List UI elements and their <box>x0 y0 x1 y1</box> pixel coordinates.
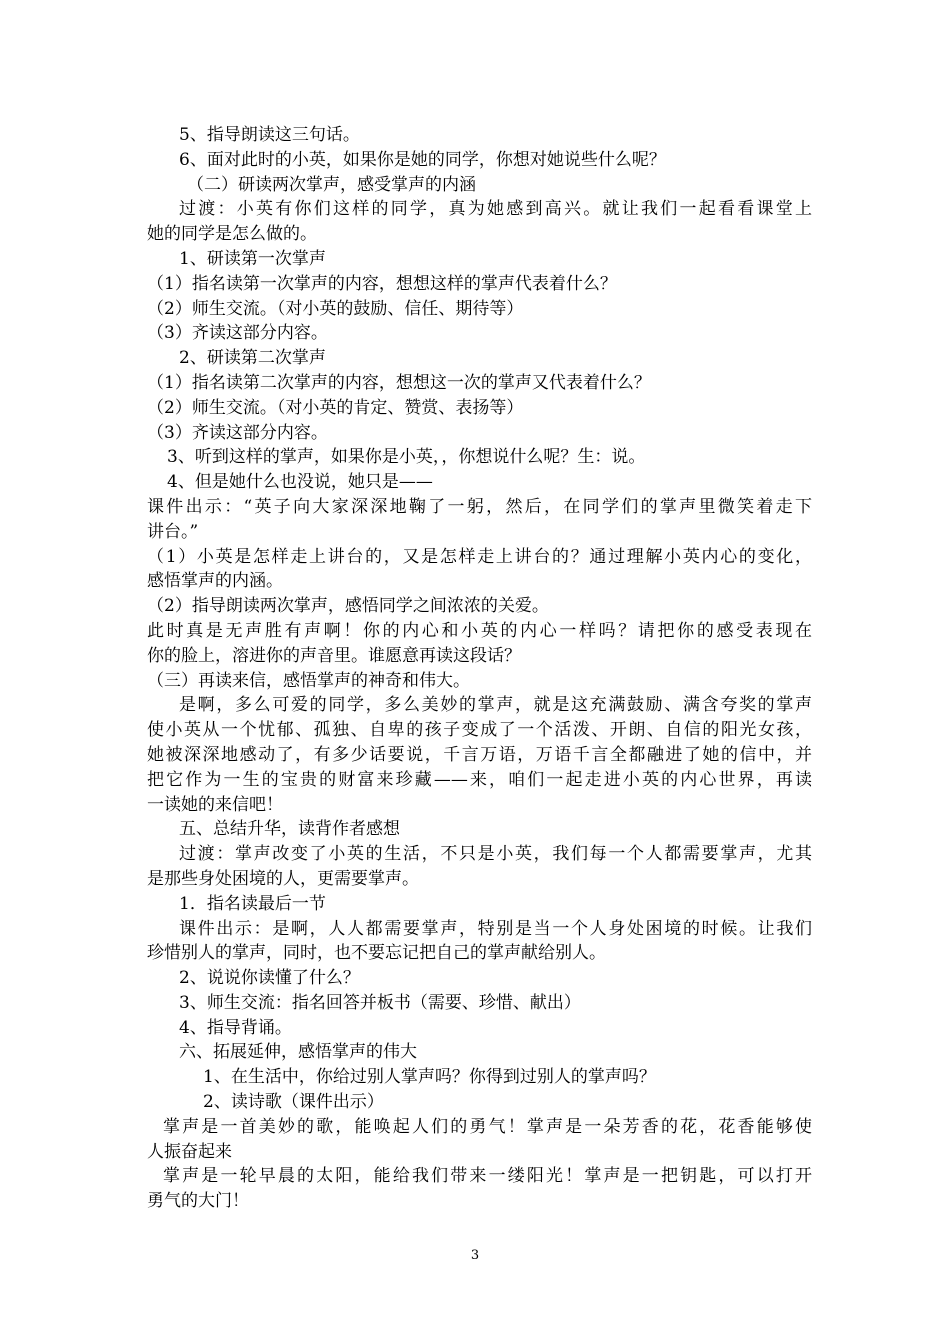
text-line: 课件出示：“英子向大家深深地鞠了一躬，然后，在同学们的掌声里微笑着走下 <box>147 496 812 517</box>
text-line: 1、研读第一次掌声 <box>179 248 326 269</box>
text-line: 五、总结升华，读背作者感想 <box>179 819 400 840</box>
text-line: （2）师生交流。（对小英的鼓励、信任、期待等） <box>147 298 524 319</box>
text-line: （3）齐读这部分内容。 <box>147 323 328 344</box>
text-line: 1．指名读最后一节 <box>179 893 326 914</box>
text-line: 6、面对此时的小英，如果你是她的同学，你想对她说些什么呢？ <box>179 149 666 170</box>
text-line: （二）研读两次掌声，感受掌声的内涵 <box>187 174 476 195</box>
document-body <box>147 123 812 1214</box>
text-line: 是那些身处困境的人，更需要掌声。 <box>147 868 419 889</box>
text-line: 4、指导背诵。 <box>179 1017 292 1038</box>
text-line: （1）指名读第一次掌声的内容，想想这样的掌声代表着什么？ <box>147 273 617 294</box>
text-line: 过渡：掌声改变了小英的生活，不只是小英，我们每一个人都需要掌声，尤其 <box>179 844 812 865</box>
text-line: 过渡：小英有你们这样的同学，真为她感到高兴。就让我们一起看看课堂上 <box>179 199 812 220</box>
text-line: 3、听到这样的掌声，如果你是小英，，你想说什么呢？生：说。 <box>167 447 646 468</box>
text-line: 掌声是一首美妙的歌，能唤起人们的勇气！掌声是一朵芳香的花，花香能够使 <box>163 1116 812 1137</box>
text-line: 掌声是一轮早晨的太阳，能给我们带来一缕阳光！掌声是一把钥匙，可以打开 <box>163 1166 812 1187</box>
text-line: 感悟掌声的内涵。 <box>147 571 283 592</box>
text-line: 5、指导朗读这三句话。 <box>179 125 360 145</box>
text-line: 1、在生活中，你给过别人掌声吗？你得到过别人的掌声吗？ <box>203 1067 656 1088</box>
text-line: 3、师生交流：指名回答并板书（需要、珍惜、献出） <box>179 992 581 1013</box>
text-line: 六、拓展延伸，感悟掌声的伟大 <box>179 1042 417 1063</box>
text-line: 勇气的大门！ <box>147 1191 249 1212</box>
text-line: 课件出示：是啊，人人都需要掌声，特别是当一个人身处困境的时候。让我们 <box>179 918 812 939</box>
text-line: 此时真是无声胜有声啊！你的内心和小英的内心一样吗？请把你的感受表现在 <box>147 620 812 641</box>
text-line: （三）再读来信，感悟掌声的神奇和伟大。 <box>147 670 470 691</box>
text-line: 人振奋起来 <box>147 1141 232 1162</box>
text-line: 把它作为一生的宝贵的财富来珍藏——来，咱们一起走进小英的内心世界，再读 <box>147 769 812 790</box>
text-line: 是啊，多么可爱的同学，多么美妙的掌声，就是这充满鼓励、满含夸奖的掌声 <box>179 695 812 716</box>
text-line: 2、研读第二次掌声 <box>179 348 326 369</box>
text-line: （2）师生交流。（对小英的肯定、赞赏、表扬等） <box>147 397 524 418</box>
text-line: 她被深深地感动了，有多少话要说，千言万语，万语千言全都融进了她的信中，并 <box>147 744 812 765</box>
text-line: 她的同学是怎么做的。 <box>147 224 317 245</box>
page-number: 3 <box>470 1248 480 1263</box>
text-line: 珍惜别人的掌声，同时，也不要忘记把自己的掌声献给别人。 <box>147 943 606 964</box>
text-line: 你的脸上，溶进你的声音里。谁愿意再读这段话？ <box>147 645 521 666</box>
text-line: （1）小英是怎样走上讲台的，又是怎样走上讲台的？通过理解小英内心的变化， <box>147 546 812 567</box>
text-line: 4、但是她什么也没说，她只是—— <box>167 472 433 493</box>
text-line: （1）指名读第二次掌声的内容，想想这一次的掌声又代表着什么？ <box>147 372 651 393</box>
text-line: 一读她的来信吧！ <box>147 794 283 815</box>
text-line: 使小英从一个忧郁、孤独、自卑的孩子变成了一个活泼、开朗、自信的阳光女孩， <box>147 720 812 741</box>
text-line: （2）指导朗读两次掌声，感悟同学之间浓浓的关爱。 <box>147 596 549 617</box>
text-line: 讲台。” <box>147 521 199 542</box>
text-line: 2、说说你读懂了什么？ <box>179 968 360 989</box>
text-line: （3）齐读这部分内容。 <box>147 422 328 443</box>
text-line: 2、读诗歌（课件出示） <box>203 1092 384 1113</box>
